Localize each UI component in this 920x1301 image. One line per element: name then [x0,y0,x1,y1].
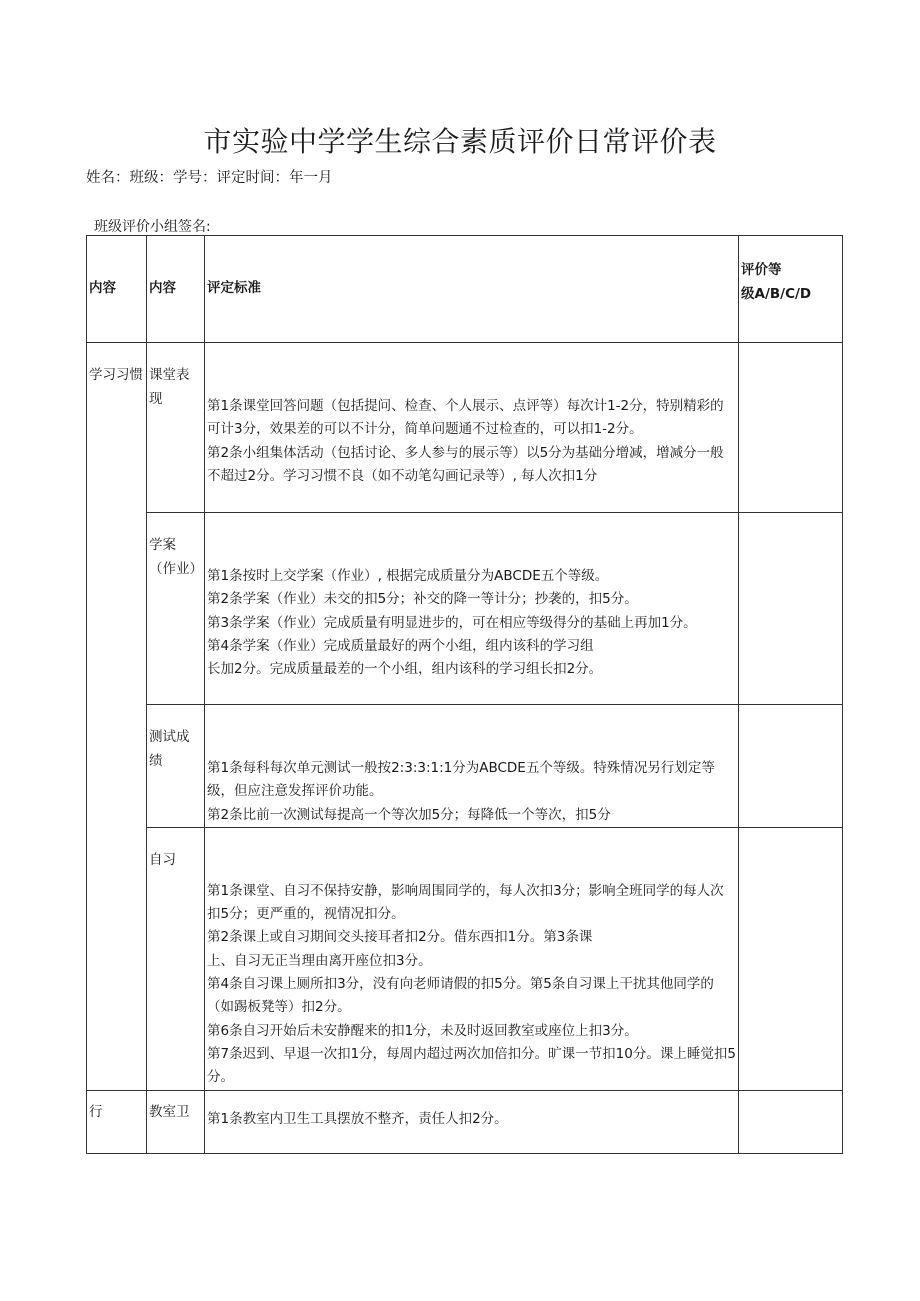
header-grade [739,236,843,343]
criteria-line: 第1条教室内卫生工具摆放不整齐，责任人扣2分。 [207,1110,508,1127]
criteria-line: 第4条自习课上厕所扣3分，没有向老师请假的扣5分。第5条自习课上干扰其他同学的（如踢板凳等）扣2分。 [207,976,714,1016]
criteria-line: 上、自习无正当理由离开座位扣3分。 [207,952,432,969]
criteria-cell [205,705,739,828]
grade-cell[interactable] [739,827,843,1090]
criteria-line: 第2条比前一次测试每提高一个等次加5分；每降低一个等次，扣5分 [207,806,611,823]
subcategory-classroom: 课堂表现 [147,343,205,513]
criteria-cell [205,1090,739,1153]
grade-cell[interactable] [739,343,843,513]
subcategory-hygiene: 教室卫 [147,1090,205,1153]
category-conduct: 行 [87,1090,147,1153]
subcategory-self-study: 自习 [147,827,205,1090]
table-row [87,827,843,1090]
criteria-line: 第1条按时上交学案（作业）, 根据完成质量分为ABCDE五个等级。 [207,568,609,584]
table-row [87,513,843,705]
header-category: 内容 [87,236,147,343]
criteria-line: 长加2分。完成质量最差的一个小组，组内该科的学习组长扣2分。 [207,661,603,678]
criteria-cell [205,343,739,513]
criteria-line: 第2条小组集体活动（包括讨论、多人参与的展示等）以5分为基础分增减，增减分一般不超过2分。学习习惯不良（如不动笔勾画记录等）, 每人次扣1分 [207,444,724,484]
table-row [87,343,843,513]
criteria-line: 第1条每科每次单元测试一般按2:3:3:1:1分为ABCDE五个等级。特殊情况另行划定等级，但应注意发挥评价功能。 [207,760,715,800]
criteria-line: 第1条课堂、自习不保持安静，影响周围同学的，每人次扣3分；影响全班同学的每人次扣5分；更严重的，视情况扣分。 [207,882,724,923]
criteria-line: 第2条学案（作业）未交的扣5分；补交的降一等计分；抄袭的，扣5分。 [207,591,638,608]
header-grade-line1: 评价等 [741,262,782,278]
student-info-line: 姓名：班级：学号：评定时间：年一月 [86,170,333,186]
criteria-line: 第7条迟到、早退一次扣1分，每周内超过两次加倍扣分。旷课一节扣10分。课上睡觉扣5分。 [207,1045,736,1086]
page-title: 市实验中学学生综合素质评价日常评价表 [203,125,717,158]
criteria-line: 第4条学案（作业）完成质量最好的两个小组，组内该科的学习组 [207,637,594,654]
header-subcategory: 内容 [147,236,205,343]
grade-cell[interactable] [739,705,843,828]
criteria-line: 第3条学案（作业）完成质量有明显进步的，可在相应等级得分的基础上再加1分。 [207,614,697,631]
evaluation-table [86,235,843,1154]
table-row [87,705,843,828]
grade-cell[interactable] [739,513,843,705]
criteria-line: 第2条课上或自习期间交头接耳者扣2分。借东西扣1分。第3条课 [207,929,593,946]
subcategory-homework: 学案（作业） [147,513,205,705]
criteria-cell [205,513,739,705]
category-study-habits: 学习习惯 [87,343,147,1091]
subcategory-tests: 测试成绩 [147,705,205,828]
criteria-line: 第1条课堂回答问题（包括提问、检查、个人展示、点评等）每次计1-2分，特别精彩的可计3分，效果差的可以不计分，简单问题通不过检查的，可以扣1-2分。 [207,398,724,438]
header-grade-line2: 级A/B/C/D [741,286,812,302]
grade-cell[interactable] [739,1090,843,1153]
table-row [87,1090,843,1153]
signature-line: 班级评价小组签名: [94,219,211,235]
criteria-line: 第6条自习开始后未安静醒来的扣1分，未及时返回教室或座位上扣3分。 [207,1022,638,1039]
header-criteria: 评定标准 [205,236,739,343]
criteria-cell [205,827,739,1090]
table-header-row [87,236,843,343]
